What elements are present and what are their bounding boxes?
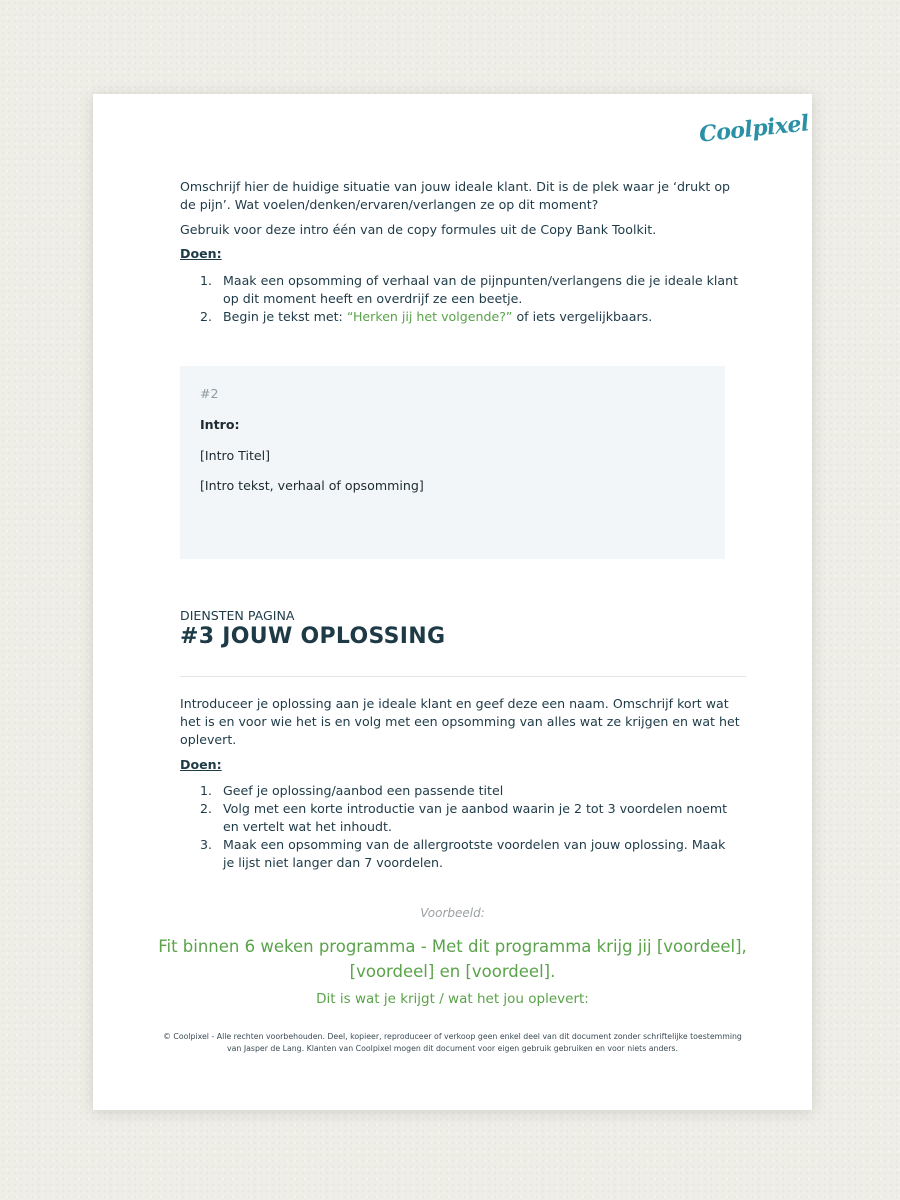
doen-label: Doen:	[180, 757, 222, 772]
doen-label: Doen:	[180, 246, 222, 261]
intro-steps-list	[180, 272, 740, 326]
example-subtitle: Dit is wat je krijgt / wat het jou oplevert:	[316, 991, 589, 1007]
intro-paragraph-2: Gebruik voor deze intro één van de copy formules uit de Copy Bank Toolkit.	[180, 222, 657, 237]
section3-steps-list	[180, 782, 740, 872]
highlight-phrase: “Herken jij het volgende?”	[346, 309, 513, 324]
section3-paragraph: Introduceer je oplossing aan je ideale klant en geef deze een naam. Omschrijf kort wat het is en voor wie het is en volg met een opsomming van alles wat ze krijgen en wat het oplevert.	[180, 696, 740, 747]
coolpixel-logo: Coolpixel	[697, 110, 810, 148]
section-eyebrow: DIENSTEN PAGINA	[180, 608, 295, 623]
example-title: Fit binnen 6 weken programma - Met dit programma krijg jij [voordeel], [voordeel] en [voordeel].	[158, 937, 747, 981]
document-page	[93, 94, 812, 1110]
list-item: 2. Volg met een korte introductie van je aanbod waarin je 2 tot 3 voordelen noemt en vertelt wat het inhoudt.	[200, 801, 728, 834]
template-box	[180, 366, 725, 559]
list-item: 1. Maak een opsomming of verhaal van de pijnpunten/verlangens die je ideale klant op dit moment heeft en overdrijf ze een beetje.	[200, 273, 739, 306]
example-label: Voorbeeld:	[420, 906, 485, 920]
list-item: 2. Begin je tekst met: “Herken jij het volgende?” of iets vergelijkbaars.	[200, 309, 653, 324]
template-line-1: [Intro Titel]	[200, 448, 271, 463]
template-line-2: [Intro tekst, verhaal of opsomming]	[200, 478, 424, 493]
template-heading: Intro:	[200, 417, 240, 432]
copyright-footer: © Coolpixel - Alle rechten voorbehouden. Deel, kopieer, reproduceer of verkoop geen enkel deel van dit document zonder schriftelijke toestemming van Jasper de Lang. Klanten van Coolpixel mogen dit document voor eigen gebruik gebruiken en voor niets anders.	[163, 1032, 742, 1053]
list-item: 1. Geef je oplossing/aanbod een passende titel	[200, 783, 504, 798]
template-tag: #2	[200, 386, 219, 401]
intro-paragraph-1: Omschrijf hier de huidige situatie van jouw ideale klant. Dit is de plek waar je ‘drukt op de pijn’. Wat voelen/denken/ervaren/verlangen ze op dit moment?	[180, 179, 731, 212]
section-title: #3 JOUW OPLOSSING	[180, 624, 446, 649]
divider	[180, 676, 746, 677]
list-item: 3. Maak een opsomming van de allergrootste voordelen van jouw oplossing. Maak je lijst niet langer dan 7 voordelen.	[200, 837, 726, 870]
